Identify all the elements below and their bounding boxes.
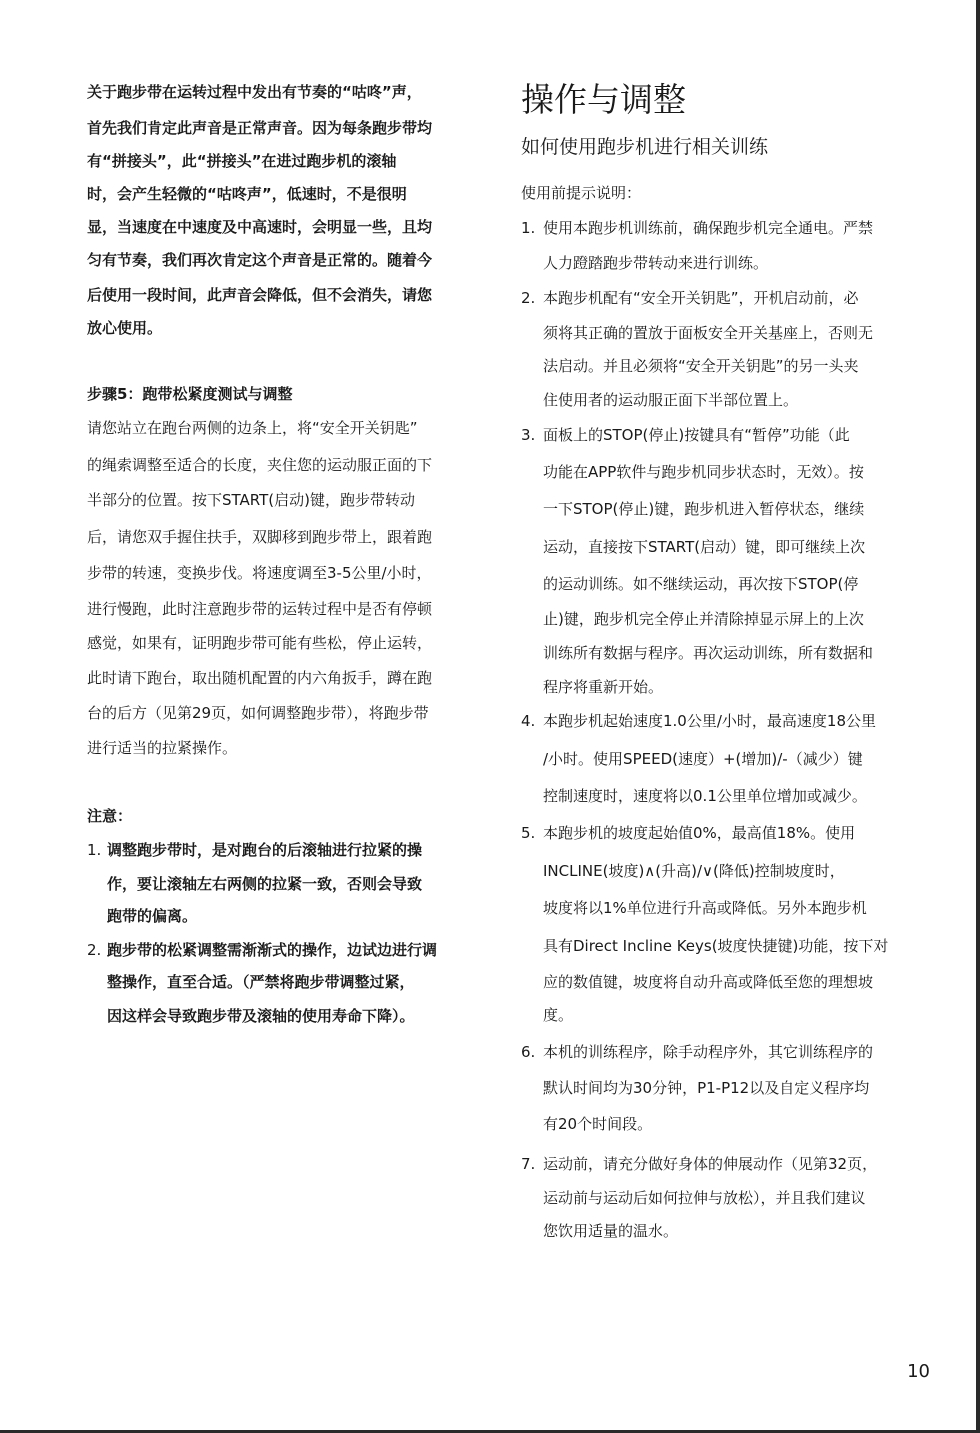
note-number: 2. bbox=[87, 941, 102, 959]
item-number: 5. bbox=[521, 824, 536, 842]
item-line: 使用本跑步机训练前，确保跑步机完全通电。严禁 bbox=[543, 219, 874, 237]
item-line: 本跑步机配有“安全开关钥匙”，开机启动前，必 bbox=[543, 289, 859, 307]
page-border-right bbox=[976, 0, 980, 1433]
item-number: 2. bbox=[521, 289, 536, 307]
note-heading: 注意： bbox=[87, 807, 133, 825]
step5-line: 进行适当的拉紧操作。 bbox=[87, 739, 238, 757]
note-line: 因这样会导致跑步带及滚轴的使用寿命下降）。 bbox=[107, 1007, 415, 1025]
intro-line: 匀有节奏，我们再次肯定这个声音是正常的。随着今 bbox=[87, 251, 433, 269]
step5-line: 请您站立在跑台两侧的边条上，将“安全开关钥匙” bbox=[87, 419, 418, 437]
item-line: 须将其正确的置放于面板安全开关基座上，否则无 bbox=[543, 324, 874, 342]
intro-line: 有“拼接头”，此“拼接头”在进过跑步机的滚轴 bbox=[87, 152, 397, 170]
step5-line: 感觉，如果有，证明跑步带可能有些松，停止运转， bbox=[87, 634, 433, 652]
item-line: 应的数值键，坡度将自动升高或降低至您的理想坡 bbox=[543, 973, 874, 991]
item-line: 运动前与运动后如何拉伸与放松），并且我们建议 bbox=[543, 1189, 866, 1207]
note-line: 整操作，直至合适。（严禁将跑步带调整过紧， bbox=[107, 973, 415, 991]
item-line: 本机的训练程序，除手动程序外，其它训练程序的 bbox=[543, 1043, 874, 1061]
item-number: 4. bbox=[521, 712, 536, 730]
item-line: 住使用者的运动服正面下半部位置上。 bbox=[543, 391, 799, 409]
page-title: 操作与调整 bbox=[521, 80, 686, 119]
item-line: 有20个时间段。 bbox=[543, 1115, 653, 1133]
item-line: 坡度将以1%单位进行升高或降低。另外本跑步机 bbox=[543, 899, 867, 917]
item-line: 默认时间均为30分钟，P1-P12以及自定义程序均 bbox=[543, 1079, 870, 1097]
step5-line: 进行慢跑，此时注意跑步带的运转过程中是否有停顿 bbox=[87, 600, 433, 618]
note-line: 调整跑步带时，是对跑台的后滚轴进行拉紧的操 bbox=[107, 841, 423, 859]
note-line: 作，要让滚轴左右两侧的拉紧一致，否则会导致 bbox=[107, 875, 423, 893]
item-line: 本跑步机起始速度1.0公里/小时，最高速度18公里 bbox=[543, 712, 876, 730]
intro-line: 关于跑步带在运转过程中发出有节奏的“咕咚”声， bbox=[87, 83, 422, 101]
section-subtitle: 如何使用跑步机进行相关训练 bbox=[521, 136, 769, 158]
item-number: 3. bbox=[521, 426, 536, 444]
step5-line: 后，请您双手握住扶手，双脚移到跑步带上，跟着跑 bbox=[87, 528, 433, 546]
intro-line: 显，当速度在中速度及中高速时，会明显一些，且均 bbox=[87, 218, 433, 236]
item-number: 7. bbox=[521, 1155, 536, 1173]
item-number: 6. bbox=[521, 1043, 536, 1061]
step5-line: 半部分的位置。按下START(启动)键，跑步带转动 bbox=[87, 491, 415, 509]
item-line: 度。 bbox=[543, 1006, 574, 1024]
item-line: 功能在APP软件与跑步机同步状态时，无效）。按 bbox=[543, 463, 864, 481]
item-line: 人力蹬踏跑步带转动来进行训练。 bbox=[543, 254, 769, 272]
note-number: 1. bbox=[87, 841, 102, 859]
intro-line: 时，会产生轻微的“咕咚声”，低速时，不是很明 bbox=[87, 185, 407, 203]
step5-line: 步带的转速，变换步伐。将速度调至3-5公里/小时， bbox=[87, 564, 432, 582]
step5-line: 台的后方（见第29页，如何调整跑步带），将跑步带 bbox=[87, 704, 429, 722]
intro-line: 后使用一段时间，此声音会降低，但不会消失，请您 bbox=[87, 286, 433, 304]
item-line: 训练所有数据与程序。再次运动训练，所有数据和 bbox=[543, 644, 874, 662]
note-line: 跑步带的松紧调整需渐渐式的操作，边试边进行调 bbox=[107, 941, 438, 959]
item-line: 一下STOP(停止)键，跑步机进入暂停状态，继续 bbox=[543, 500, 865, 518]
step5-line: 此时请下跑台，取出随机配置的内六角扳手，蹲在跑 bbox=[87, 669, 433, 687]
item-line: 本跑步机的坡度起始值0%，最高值18%。使用 bbox=[543, 824, 856, 842]
step5-line: 的绳索调整至适合的长度，夹住您的运动服正面的下 bbox=[87, 456, 433, 474]
page-number: 10 bbox=[907, 1361, 930, 1382]
item-line: 运动前，请充分做好身体的伸展动作（见第32页， bbox=[543, 1155, 878, 1173]
item-line: 法启动。并且必须将“安全开关钥匙”的另一头夹 bbox=[543, 357, 859, 375]
intro-line: 首先我们肯定此声音是正常声音。因为每条跑步带均 bbox=[87, 119, 433, 137]
prep-heading: 使用前提示说明： bbox=[521, 184, 642, 202]
item-line: 程序将重新开始。 bbox=[543, 678, 664, 696]
item-line: 面板上的STOP(停止)按键具有“暂停”功能（此 bbox=[543, 426, 850, 444]
item-line: 的运动训练。如不继续运动，再次按下STOP(停 bbox=[543, 575, 859, 593]
item-line: 止)键，跑步机完全停止并清除掉显示屏上的上次 bbox=[543, 610, 864, 628]
item-line: 您饮用适量的温水。 bbox=[543, 1222, 679, 1240]
note-line: 跑带的偏离。 bbox=[107, 907, 198, 925]
item-line: 具有Direct Incline Keys(坡度快捷键)功能，按下对 bbox=[543, 937, 889, 955]
item-line: 运动，直接按下START(启动）键，即可继续上次 bbox=[543, 538, 866, 556]
step5-heading: 步骤5：跑带松紧度测试与调整 bbox=[87, 385, 293, 403]
item-line: INCLINE(坡度)∧(升高)/∨(降低)控制坡度时， bbox=[543, 862, 845, 880]
item-line: 控制速度时，速度将以0.1公里单位增加或减少。 bbox=[543, 787, 867, 805]
item-line: /小时。使用SPEED(速度）+(增加)/-（减少）键 bbox=[543, 750, 863, 768]
item-number: 1. bbox=[521, 219, 536, 237]
intro-line: 放心使用。 bbox=[87, 319, 163, 337]
